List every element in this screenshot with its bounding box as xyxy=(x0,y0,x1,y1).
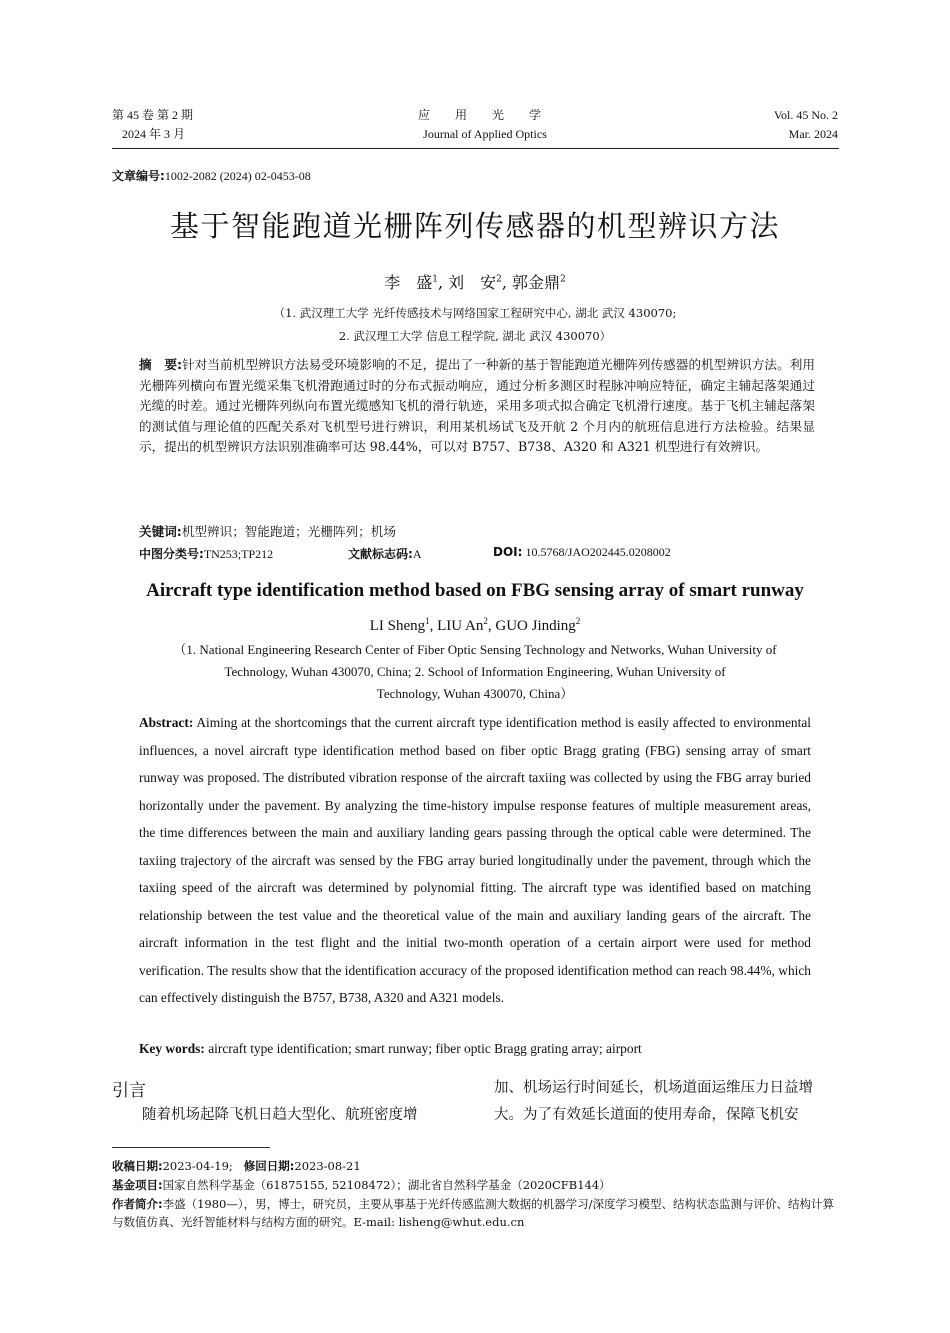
doc-code-value: A xyxy=(412,547,422,561)
abstract-cn xyxy=(139,355,815,458)
author-2-sup: 2 xyxy=(496,274,502,285)
author-2-en-sup: 2 xyxy=(483,616,488,626)
doi-item xyxy=(493,545,671,560)
title-cn: 基于智能跑道光栅阵列传感器的机型辨识方法 xyxy=(169,209,780,243)
article-number-value: 1002-2082 (2024) 02-0453-08 xyxy=(164,169,311,183)
fund-label: 基金项目: xyxy=(112,1178,163,1192)
author-bio-label: 作者简介: xyxy=(112,1197,163,1211)
authors-en xyxy=(0,616,950,635)
doi-label: DOI: xyxy=(493,545,523,559)
article-number-label: 文章编号: xyxy=(112,169,165,183)
keywords-cn xyxy=(139,521,815,540)
clc-value: TN253;TP212 xyxy=(203,547,274,561)
author-1-sup: 1 xyxy=(432,274,438,285)
author-3-sup: 2 xyxy=(560,274,566,285)
volume-en: Vol. 45 No. 2 xyxy=(773,108,838,122)
author-bio-value: 李盛（1980—），男，博士，研究员，主要从事基于光纤传感监测大数据的机器学习/深度学习模型、结构状态监测与评价、结构计算与数值仿真、光纤智能材料与结构方面的研究。E-mail: lisheng@whut.edu.cn xyxy=(112,1197,834,1229)
authors-cn xyxy=(0,270,950,293)
abstract-en-label: Abstract: xyxy=(139,715,194,730)
author-3-cn: , 郭金鼎 xyxy=(501,273,561,292)
footnote-rule xyxy=(112,1147,270,1148)
revised-label: 修回日期: xyxy=(243,1159,295,1173)
keywords-cn-text: 机型辨识；智能跑道；光栅阵列；机场 xyxy=(181,524,396,539)
affiliation-cn-line-2: 2. 武汉理工大学 信息工程学院, 湖北 武汉 430070） xyxy=(338,329,612,343)
keywords-cn-label: 关键词: xyxy=(139,524,182,539)
doc-code-label: 文献标志码: xyxy=(348,547,413,561)
revised-value: 2023-08-21 xyxy=(294,1159,361,1173)
affiliation-en-line-3: Technology, Wuhan 430070, China） xyxy=(376,686,574,701)
abstract-en xyxy=(139,709,811,1012)
journal-name-cn: 应 用 光 学 xyxy=(417,108,552,122)
footnote-fund xyxy=(112,1176,842,1194)
footnote-author-bio xyxy=(112,1195,842,1231)
author-1-en-sup: 1 xyxy=(425,616,430,626)
clc-label: 中图分类号: xyxy=(139,547,204,561)
affiliation-en-line-2: Technology, Wuhan 430070, China; 2. School of Information Engineering, Wuhan University of xyxy=(224,664,726,679)
intro-column-right xyxy=(494,1075,839,1129)
affiliation-en xyxy=(140,639,810,705)
author-1-cn: 李 盛 xyxy=(384,273,433,292)
doi-value: 10.5768/JAO202445.0208002 xyxy=(525,545,671,559)
journal-name-en: Journal of Applied Optics xyxy=(423,127,547,141)
abstract-cn-text: 针对当前机型辨识方法易受环境影响的不足，提出了一种新的基于智能跑道光栅阵列传感器的机型辨识方法。利用光栅阵列横向布置光缆采集飞机滑跑通过时的分布式振动响应，通过分析多测区时程脉冲响应特征，确定主辅起落架通过光缆的时差。通过光栅阵列纵向布置光缆感知飞机的滑行轨迹，采用多项式拟合确定飞机滑行速度。基于飞机主辅起落架的测试值与理论值的匹配关系对飞机型号进行辨识，利用某机场试飞及开航 2 个月内的航班信息进行方法检验。结果显示，提出的机型辨识方法识别准确率可达 98.44%，可以对 B757、B738、A320 和 A321 机型进行有效辨识。 xyxy=(139,357,815,454)
author-3-en-sup: 2 xyxy=(575,616,581,626)
header-volume-en-block xyxy=(700,106,838,144)
header-rule xyxy=(112,148,839,149)
title-en: Aircraft type identification method based on FBG sensing array of smart runway xyxy=(146,580,804,601)
clc-item xyxy=(139,545,273,562)
abstract-cn-label: 摘 要: xyxy=(139,357,183,372)
author-3-en: , GUO Jinding xyxy=(487,618,576,634)
keywords-en-label: Key words: xyxy=(139,1041,205,1056)
header-volume-block xyxy=(112,106,272,144)
date-cn: 2024 年 3 月 xyxy=(122,127,186,141)
intro-column-left xyxy=(112,1102,457,1129)
volume-cn: 第 45 卷 第 2 期 xyxy=(112,108,194,122)
affiliation-cn-line-1: （1. 武汉理工大学 光纤传感技术与网络国家工程研究中心, 湖北 武汉 430070; xyxy=(273,306,677,320)
date-en: Mar. 2024 xyxy=(788,127,838,141)
intro-right-line-1: 加、机场运行时间延长，机场道面运维压力日益增 xyxy=(494,1080,813,1096)
author-2-en: , LIU An xyxy=(429,618,484,634)
affiliation-en-line-1: （1. National Engineering Research Center of Fiber Optic Sensing Technology and Networks, Wuhan University of xyxy=(173,642,777,657)
intro-left-text: 随着机场起降飞机日趋大型化、航班密度增 xyxy=(142,1107,418,1123)
doc-code-item xyxy=(348,545,421,562)
article-number xyxy=(112,167,311,184)
fund-value: 国家自然科学基金（61875155, 52108472）；湖北省自然科学基金（2020CFB144） xyxy=(162,1178,611,1192)
intro-right-line-2: 大。为了有效延长道面的使用寿命，保障飞机安 xyxy=(494,1107,799,1123)
keywords-en-text: aircraft type identification; smart runway; fiber optic Bragg grating array; airport xyxy=(208,1041,642,1056)
author-1-en: LI Sheng xyxy=(369,618,426,634)
keywords-en xyxy=(139,1041,811,1057)
header-journal-block xyxy=(375,106,595,144)
section-heading-introduction: 引言 xyxy=(112,1081,146,1101)
author-2-cn: , 刘 安 xyxy=(437,273,497,292)
abstract-en-text: Aiming at the shortcomings that the current aircraft type identification method is easily affected to environmental influences, a novel aircraft type identification method based on fiber optic Bragg grating (FBG) sensing array of smart runway was proposed. The distributed vibration response of the aircraft taxiing was collected by using the FBG array buried horizontally under the pavement. By analyzing the time-history impulse response features of multiple measurement areas, the time differences between the main and auxiliary landing gears passing through the optical cable were determined. The taxiing trajectory of the aircraft was sensed by the FBG array buried longitudinally under the pavement, through which the taxiing speed of the aircraft was determined by polynomial fitting. The aircraft type was identified based on matching relationship between the test value and the theoretical value of the main and auxiliary landing gears of the aircraft. The aircraft information in the test flight and the initial two-month operation of a certain airport were used for method verification. The results show that the identification accuracy of the proposed identification method can reach 98.44%, which can effectively distinguish the B757, B738, A320 and A321 models. xyxy=(139,715,812,1005)
received-label: 收稿日期: xyxy=(112,1159,163,1173)
footnote-dates xyxy=(112,1157,842,1175)
received-value: 2023-04-19; xyxy=(162,1159,233,1173)
